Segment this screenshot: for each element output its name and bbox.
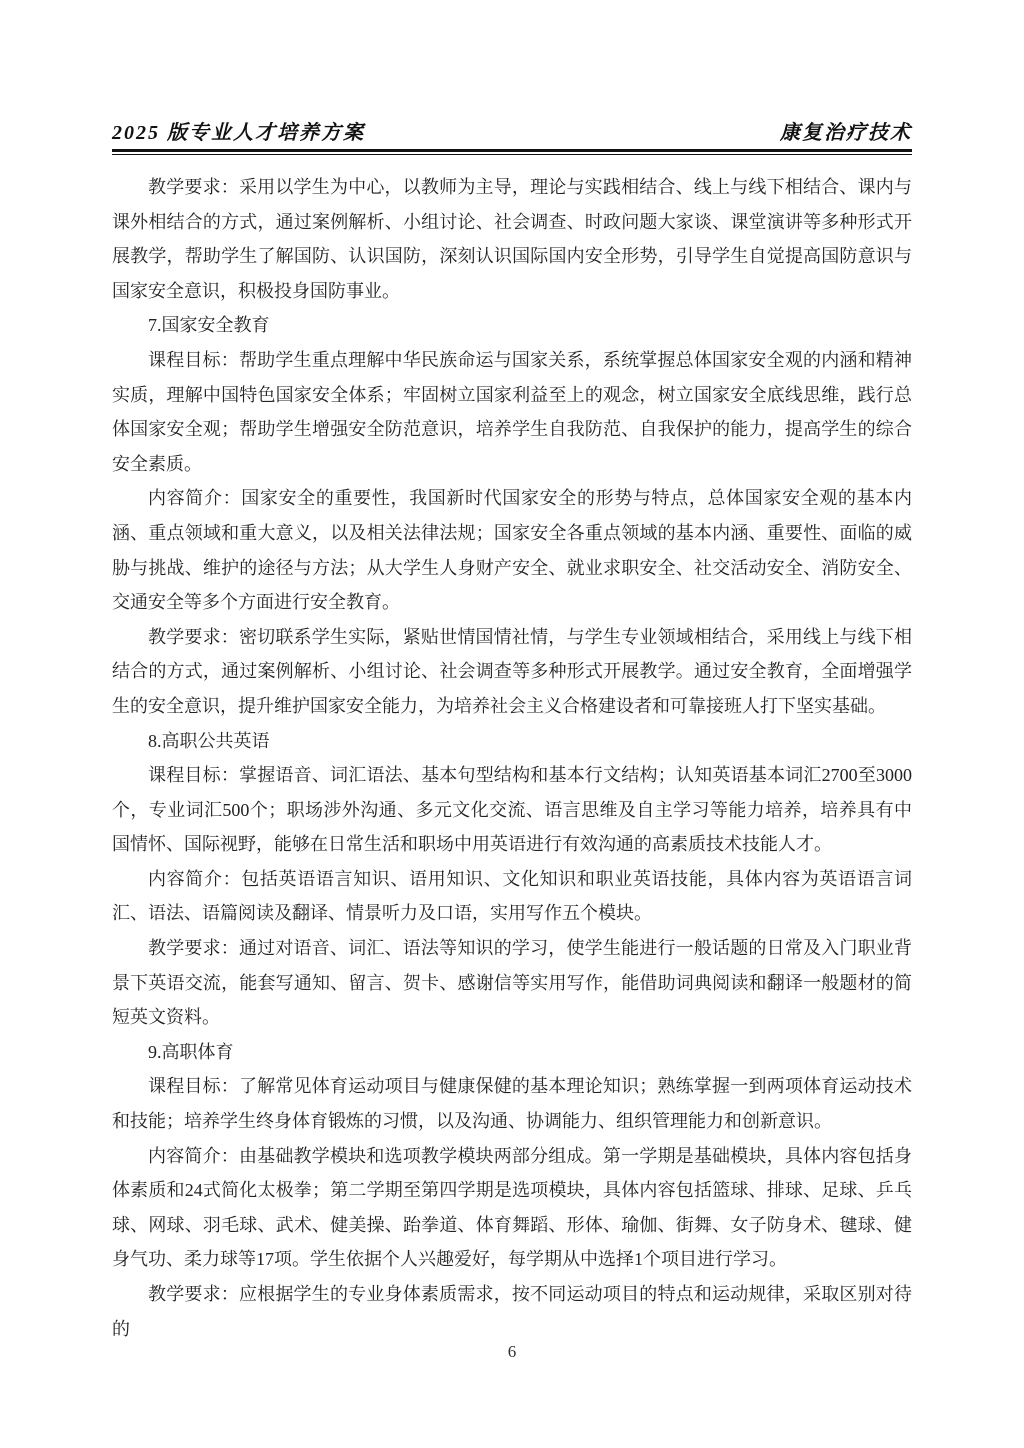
- header-divider-thick-line: [112, 149, 912, 152]
- section-heading: 9.高职体育: [148, 1041, 234, 1062]
- header-divider-thin-line: [112, 154, 912, 155]
- paragraph: 教学要求：通过对语音、词汇、语法等知识的学习，使学生能进行一般话题的日常及入门职业背景下英语交流，能套写通知、留言、贺卡、感谢信等实用写作，能借助词典阅读和翻译一般题材的简短英文资料。: [112, 938, 912, 1028]
- header-divider: [112, 149, 912, 155]
- paragraph: 内容简介：包括英语语言知识、语用知识、文化知识和职业英语技能，具体内容为英语语言词汇、语法、语篇阅读及翻译、情景听力及口语，实用写作五个模块。: [112, 868, 912, 924]
- header-left-title: 2025 版专业人才培养方案: [112, 122, 365, 144]
- paragraph: 教学要求：密切联系学生实际，紧贴世情国情社情，与学生专业领域相结合，采用线上与线下相结合的方式，通过案例解析、小组讨论、社会调查等多种形式开展教学。通过安全教育，全面增强学生的安全意识，提升维护国家安全能力，为培养社会主义合格建设者和可靠接班人打下坚实基础。: [112, 626, 912, 716]
- paragraph: 课程目标：掌握语音、词汇语法、基本句型结构和基本行文结构；认知英语基本词汇2700至3000个，专业词汇500个；职场涉外沟通、多元文化交流、语言思维及自主学习等能力培养，培养具有中国情怀、国际视野，能够在日常生活和职场中用英语进行有效沟通的高素质技术技能人才。: [112, 765, 912, 855]
- paragraph: 内容简介：由基础教学模块和选项教学模块两部分组成。第一学期是基础模块，具体内容包括身体素质和24式简化太极拳；第二学期至第四学期是选项模块，具体内容包括篮球、排球、足球、乒乓球、网球、羽毛球、武术、健美操、跆拳道、体育舞蹈、形体、瑜伽、街舞、女子防身术、毽球、健身气功、柔力球等17项。学生依据个人兴趣爱好，每学期从中选择1个项目进行学习。: [112, 1145, 912, 1270]
- paragraph: 内容简介：国家安全的重要性，我国新时代国家安全的形势与特点，总体国家安全观的基本内涵、重点领域和重大意义，以及相关法律法规；国家安全各重点领域的基本内涵、重要性、面临的威胁与挑战、维护的途径与方法；从大学生人身财产安全、就业求职安全、社交活动安全、消防安全、交通安全等多个方面进行安全教育。: [112, 488, 912, 613]
- section-heading: 7.国家安全教育: [148, 315, 270, 336]
- page-footer: [0, 1342, 1024, 1362]
- document-body: [112, 170, 912, 1346]
- page-header: [112, 116, 912, 145]
- paragraph: 课程目标：了解常见体育运动项目与健康保健的基本理论知识；熟练掌握一到两项体育运动技术和技能；培养学生终身体育锻炼的习惯，以及沟通、协调能力、组织管理能力和创新意识。: [112, 1076, 912, 1132]
- section-heading: 8.高职公共英语: [148, 730, 270, 751]
- paragraph: 课程目标：帮助学生重点理解中华民族命运与国家关系，系统掌握总体国家安全观的内涵和精神实质，理解中国特色国家安全体系；牢固树立国家利益至上的观念，树立国家安全底线思维，践行总体国家安全观；帮助学生增强安全防范意识，培养学生自我防范、自我保护的能力，提高学生的综合安全素质。: [112, 349, 912, 474]
- paragraph: 教学要求：应根据学生的专业身体素质需求，按不同运动项目的特点和运动规律，采取区别对待的: [112, 1284, 912, 1339]
- paragraph: 教学要求：采用以学生为中心，以教师为主导，理论与实践相结合、线上与线下相结合、课内与课外相结合的方式，通过案例解析、小组讨论、社会调查、时政问题大家谈、课堂演讲等多种形式开展教学，帮助学生了解国防、认识国防，深刻认识国际国内安全形势，引导学生自觉提高国防意识与国家安全意识，积极投身国防事业。: [112, 177, 912, 301]
- page-number: 6: [507, 1342, 517, 1361]
- header-right-title: 康复治疗技术: [780, 122, 912, 144]
